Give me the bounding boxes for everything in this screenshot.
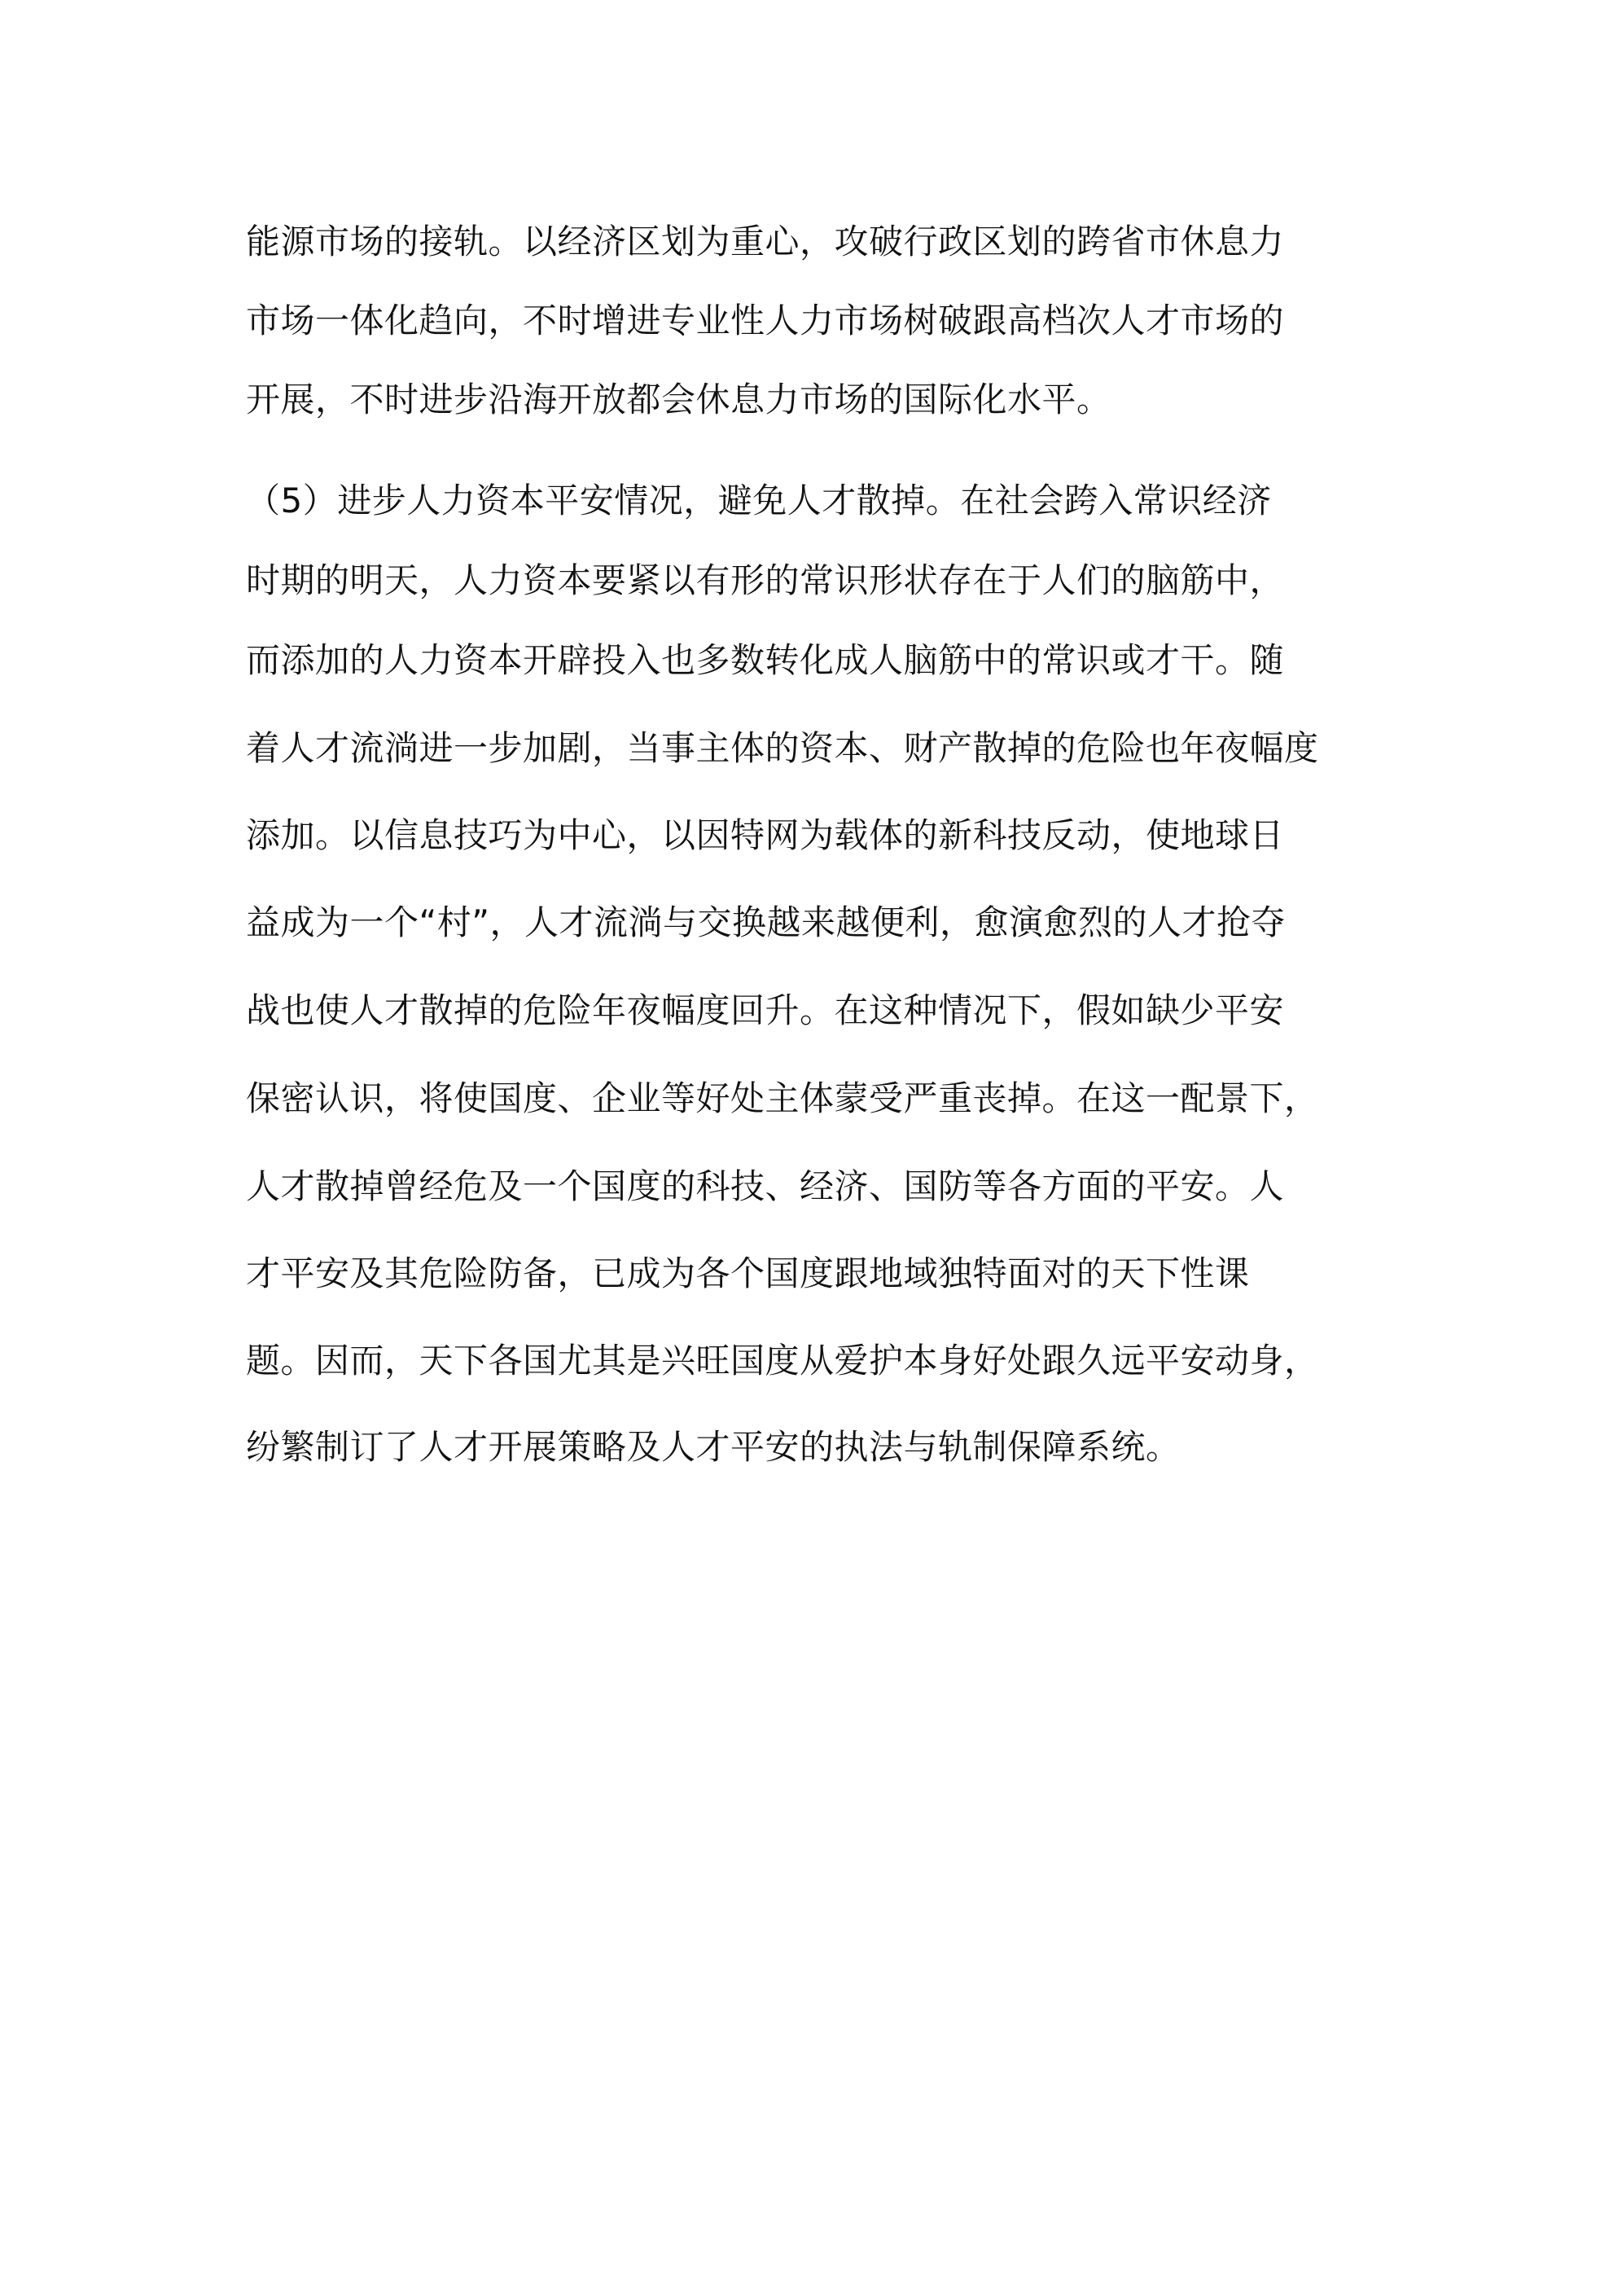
paragraph-2-line-7: 战也使人才散掉的危险年夜幅度回升。在这种情况下，假如缺少平安 xyxy=(246,990,1285,1030)
paragraph-1-line-3: 开展，不时进步沿海开放都会休息力市场的国际化水平。 xyxy=(246,380,1111,419)
paragraph-2-line-1: （5）进步人力资本平安情况，避免人才散掉。在社会跨入常识经济 xyxy=(246,481,1272,520)
paragraph-2-line-11: 题。因而，天下各国尤其是兴旺国度从爱护本身好处跟久远平安动身， xyxy=(246,1341,1319,1381)
paragraph-1-line-1: 能源市场的接轨。以经济区划为重心，攻破行政区划的跨省市休息力 xyxy=(246,222,1285,261)
paragraph-2-line-3: 而添加的人力资本开辟投入也多数转化成人脑筋中的常识或才干。随 xyxy=(246,640,1285,680)
paragraph-2-line-5: 添加。以信息技巧为中心，以因特网为载体的新科技反动，使地球日 xyxy=(246,815,1285,855)
paragraph-2-line-2: 时期的明天，人力资本要紧以有形的常识形状存在于人们的脑筋中， xyxy=(246,560,1285,600)
paragraph-1-line-2: 市场一体化趋向，不时增进专业性人力市场树破跟高档次人才市场的 xyxy=(246,301,1285,340)
paragraph-2-line-8: 保密认识，将使国度、企业等好处主体蒙受严重丧掉。在这一配景下， xyxy=(246,1078,1319,1118)
paragraph-2-line-9: 人才散掉曾经危及一个国度的科技、经济、国防等各方面的平安。人 xyxy=(246,1166,1285,1206)
paragraph-2-line-6: 益成为一个“村”，人才流淌与交换越来越便利，愈演愈烈的人才抢夺 xyxy=(246,902,1287,942)
paragraph-2-line-10: 才平安及其危险防备，已成为各个国度跟地域独特面对的天下性课 xyxy=(246,1253,1250,1293)
paragraph-2-line-4: 着人才流淌进一步加剧，当事主体的资本、财产散掉的危险也年夜幅度 xyxy=(246,728,1319,768)
paragraph-2-line-12: 纷繁制订了人才开展策略及人才平安的执法与轨制保障系统。 xyxy=(246,1427,1181,1467)
